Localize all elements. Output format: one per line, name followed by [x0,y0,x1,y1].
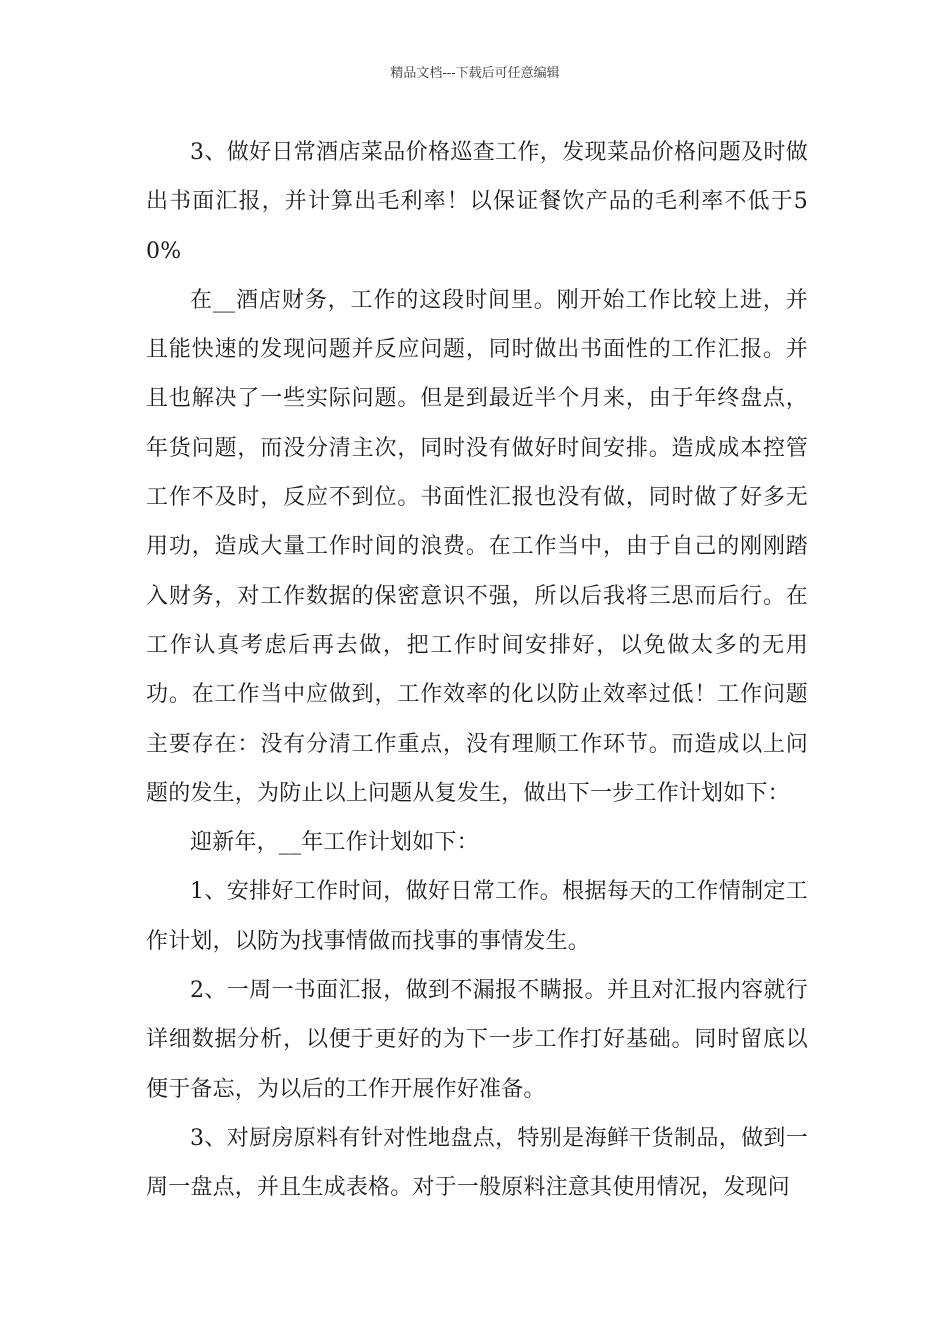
page-header: 精品文档---下载后可任意编辑 [390,66,560,81]
document-body [146,128,808,1213]
paragraph-plan-item-1: 1、安排好工作时间，做好日常工作。根据每天的工作情制定工作计划，以防为找事情做而找事的事情发生。 [146,879,808,954]
paragraph-price-inspection: 3、做好日常酒店菜品价格巡查工作，发现菜品价格问题及时做出书面汇报，并计算出毛利率！以保证餐饮产品的毛利率不低于50% [146,140,808,264]
paragraph-plan-item-2: 2、一周一书面汇报，做到不漏报不瞒报。并且对汇报内容就行详细数据分析，以便于更好的为下一步工作打好基础。同时留底以便于备忘，为以后的工作开展作好准备。 [146,978,808,1102]
paragraph-work-summary: 在__酒店财务，工作的这段时间里。刚开始工作比较上进，并且能快速的发现问题并反应问题，同时做出书面性的工作汇报。并且也解决了一些实际问题。但是到最近半个月来，由于年终盘点，年货问题，而没分清主次，同时没有做好时间安排。造成成本控管工作不及时，反应不到位。书面性汇报也没有做，同时做了好多无用功，造成大量工作时间的浪费。在工作当中，由于自己的刚刚踏入财务，对工作数据的保密意识不强，所以后我将三思而后行。在工作认真考虑后再去做，把工作时间安排好，以免做太多的无用功。在工作当中应做到，工作效率的化以防止效率过低！工作问题主要存在：没有分清工作重点，没有理顺工作环节。而造成以上问题的发生，为防止以上问题从复发生，做出下一步工作计划如下： [146,287,808,806]
paragraph-plan-item-3: 3、对厨房原料有针对性地盘点，特别是海鲜干货制品，做到一周一盘点，并且生成表格。对于一般原料注意其使用情况，发现问 [146,1125,808,1201]
paragraph-plan-intro: 迎新年，__年工作计划如下： [190,830,479,856]
